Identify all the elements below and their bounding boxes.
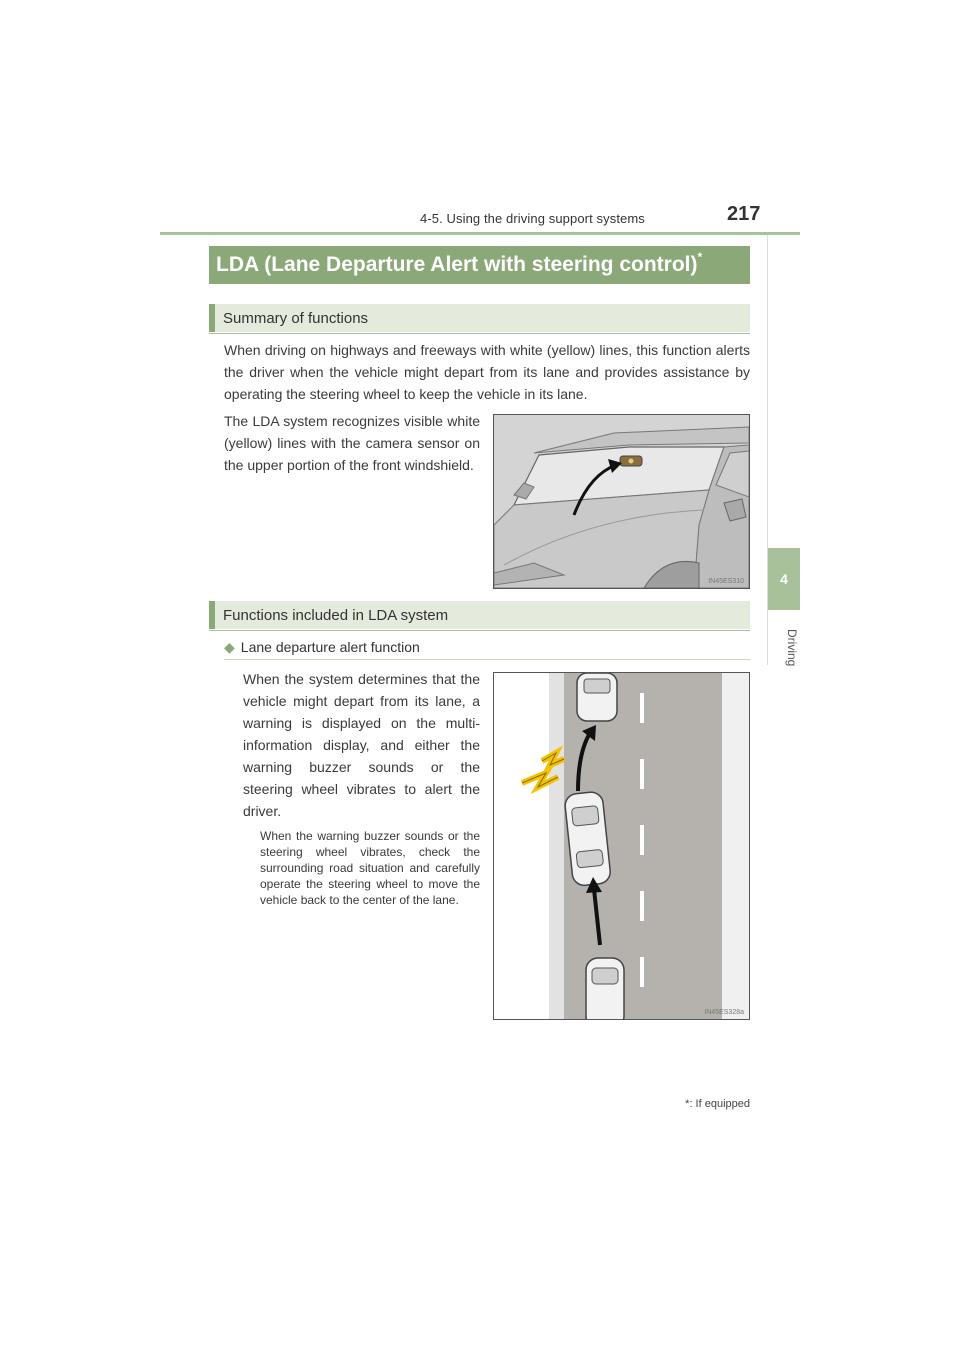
functions-heading (209, 601, 750, 629)
page-title (209, 246, 750, 284)
page-number: 217 (727, 203, 761, 225)
summary-paragraph: When driving on highways and freeways with white (yellow) lines, this function alerts the driver when the vehicle might depart from its lane and provides assistance by operating the steering wheel to keep the vehicle in its lane. (224, 342, 750, 402)
summary-heading (209, 304, 750, 332)
functions-heading-text: Functions included in LDA system (223, 607, 449, 624)
footnote-text: : If equipped (689, 1098, 750, 1110)
lane-departure-illustration (494, 673, 749, 1019)
lane-departure-paragraph: When the system determines that the vehicle might depart from its lane, a warning is displayed on the multi-information display, and either the warning buzzer sounds or the steering wheel vibrates to alert the driver. (243, 671, 480, 819)
bullet-heading (224, 636, 750, 658)
windshield-camera-figure (493, 414, 750, 589)
header-rule (160, 232, 800, 235)
diamond-icon: ◆ (224, 639, 235, 655)
figure-code: IN45ES310 (708, 578, 744, 585)
figure-code-2: IN45ES328a (704, 1009, 744, 1016)
footnote (640, 1098, 750, 1110)
lane-departure-figure (493, 672, 750, 1020)
chapter-tab-number: 4 (768, 548, 800, 610)
title-marker: * (697, 250, 703, 264)
car-top (577, 673, 617, 721)
chapter-tab-label: Driving (785, 629, 799, 667)
bullet-divider (224, 659, 750, 660)
lane-departure-note: When the warning buzzer sounds or the steering wheel vibrates, check the surrounding road situation and carefully operate the steering wheel to move the vehicle back to the center of the lane. (260, 829, 480, 907)
running-header-section: 4-5. Using the driving support systems (420, 211, 645, 226)
windshield-illustration (494, 415, 749, 588)
summary-heading-text: Summary of functions (223, 310, 369, 327)
summary-camera-paragraph: The LDA system recognizes visible white (yellow) lines with the camera sensor on the upper portion of the front windshield. (224, 413, 480, 473)
page-title-text: LDA (Lane Departure Alert with steering control) (216, 253, 698, 276)
car-bottom (586, 958, 624, 1019)
bullet-heading-text: Lane departure alert function (240, 639, 420, 655)
footnote-marker: * (685, 1098, 690, 1110)
